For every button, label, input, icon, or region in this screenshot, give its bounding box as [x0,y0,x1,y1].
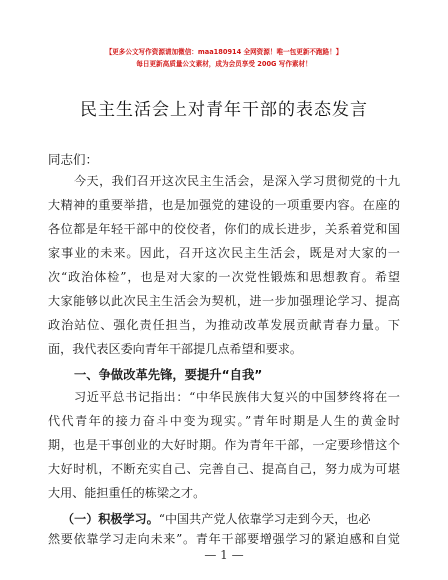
page-number: — 1 — [204,548,244,562]
paragraph-1-line-3: 各位都是年轻干部中的佼佼者，你们的成长进步，关系着党和国 [48,222,400,236]
paragraph-2-line-4: 大好时机，不断充实自己、完善自己、提高自己，努力成为可堪 [48,462,400,476]
section-heading-1: 一、争做改革先锋，要提升“自我” [74,368,263,382]
paragraph-1-line-8: 面，我代表区委向青年干部提几点希望和要求。 [48,342,302,356]
subheading-1-line [62,510,400,527]
document-title: 民主生活会上对青年干部的表态发言 [80,100,368,120]
paragraph-1-line-1: 今天，我们召开这次民主生活会，是深入学习贯彻党的十九 [74,174,400,188]
paragraph-2-line-1: 习近平总书记指出：“中华民族伟大复兴的中国梦终将在一 [74,390,400,404]
promo-banner-line-1: 【更多公文写作资源请加微信：maa180914 全网资源！唯一包更新不跑路！】 [105,48,343,56]
subheading-1-text: “中国共产党人依靠学习走到今天，也必 [158,512,371,526]
paragraph-3-line-1: 然要依靠学习走向未来”。青年干部要增强学习的紧迫感和自觉 [48,532,400,546]
promo-banner-line-2: 每日更新高质量公文素材，成为会员享受 200G 写作素材！ [136,60,312,68]
paragraph-2-line-2: 代代青年的接力奋斗中变为现实。”青年时期是人生的黄金时 [48,414,400,428]
salutation: 同志们： [48,152,99,167]
paragraph-1-line-5: 次“政治体检”，也是对大家的一次党性锻炼和思想教育。希望 [48,270,400,284]
paragraph-1-line-4: 家事业的未来。因此，召开这次民主生活会，既是对大家的一 [48,246,400,260]
paragraph-1-line-7: 政治站位、强化责任担当，为推动改革发展贡献青春力量。下 [48,318,400,332]
paragraph-2-line-3: 期，也是干事创业的大好时期。作为青年干部，一定要珍惜这个 [48,438,400,452]
paragraph-1-line-2: 大精神的重要举措，也是加强党的建设的一项重要内容。在座的 [48,198,400,212]
paragraph-2-line-5: 大用、能担重任的栋梁之才。 [48,486,206,500]
subheading-1-title: （一）积极学习。 [62,512,159,526]
paragraph-1-line-6: 大家能够以此次民主生活会为契机，进一步加强理论学习、提高 [48,294,400,308]
